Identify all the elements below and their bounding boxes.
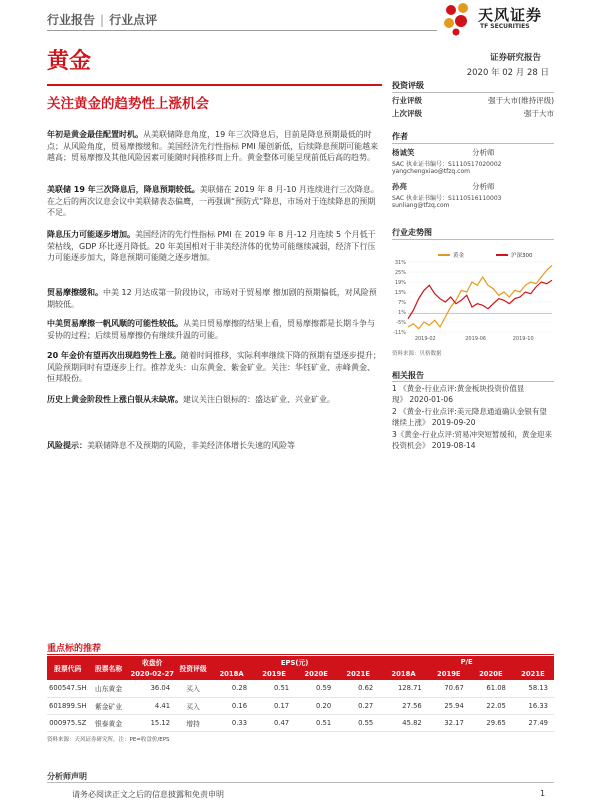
table-cell: 0.27 [337, 697, 379, 714]
table-cell: 0.20 [295, 697, 337, 714]
y-tick-label: 25% [394, 270, 406, 276]
body-paragraph [47, 129, 382, 164]
author-email[interactable]: sunliang@tfzq.com [392, 202, 450, 209]
table-cell: 0.59 [295, 680, 337, 697]
table-cell: 70.67 [428, 680, 470, 697]
y-tick-label: 31% [394, 260, 406, 266]
industry-rating-value: 强于大市(维持评级) [488, 96, 554, 105]
col-subheader: 2018A [210, 668, 253, 680]
paragraph-text: 美联储在 2019 年 8 月-10 月连续进行三次降息。在之后的两次议息会议中美联储表态偏鹰，一再强调“预防式”降息，市场对于连续降息的预期不足。 [47, 185, 379, 217]
paragraph-lead: 中美贸易摩擦一帆风顺的可能性较低。 [47, 319, 183, 328]
x-tick-label: 2019-02 [414, 336, 436, 342]
table-cell: 增持 [176, 714, 210, 731]
table-cell: 15.12 [129, 714, 176, 731]
col-subheader: 2020-02-27 [130, 670, 175, 678]
author-cert: SAC 执业证书编号：S1110517020002 [392, 161, 502, 168]
col-subheader: 2021E [512, 668, 554, 680]
table-source: 资料来源：天风证券研究所，注：PE=收盘价/EPS [47, 737, 170, 743]
title-rule [47, 84, 382, 86]
trend-heading: 行业走势图 [392, 228, 432, 237]
body-paragraph [47, 287, 382, 310]
table-cell: 紫金矿业 [89, 697, 129, 714]
body-paragraph [47, 318, 382, 341]
subcategory-label: 行业点评 [109, 13, 158, 27]
col-header: EPS(元) [210, 656, 379, 668]
table-cell: 601899.SH [47, 697, 89, 714]
table-cell: 27.56 [379, 697, 428, 714]
table-cell: 0.17 [253, 697, 295, 714]
col-header: 投资评级 [176, 656, 210, 680]
page-title: 黄金 [47, 49, 92, 74]
report-subtitle: 关注黄金的趋势性上涨机会 [47, 96, 209, 112]
body-paragraph [47, 229, 382, 264]
table-cell: 36.04 [129, 680, 176, 697]
logo-english: TF SECURITIES [480, 23, 530, 30]
col-subheader: 2018A [379, 668, 428, 680]
paragraph-text: 建议关注白银标的：盛达矿业、兴业矿业。 [183, 395, 335, 404]
prev-rating-label: 上次评级 [392, 109, 422, 118]
table-cell: 买入 [176, 697, 210, 714]
col-header: 股票代码 [47, 656, 89, 680]
author-role: 分析师 [472, 148, 495, 157]
report-category: 行业报告 | 行业点评 [47, 13, 158, 27]
related-report-date: 2020-01-06 [409, 395, 453, 404]
paragraph-lead: 美联储 19 年三次降息后，降息预期较低。 [47, 185, 200, 194]
table-cell: 58.13 [512, 680, 554, 697]
chart-source: 资料来源：贝格数据 [392, 351, 442, 357]
risk-warning [47, 440, 382, 452]
y-tick-label: 13% [394, 290, 406, 296]
table-cell: 128.71 [379, 680, 428, 697]
paragraph-text: 美联储降息不及预期的风险，非美经济体增长失速的风险等 [87, 441, 295, 450]
related-report-date: 2019-09-20 [431, 418, 476, 427]
related-report-link[interactable] [392, 383, 554, 405]
header-divider [47, 30, 437, 31]
table-row [47, 714, 554, 731]
col-subheader: 2020E [295, 668, 337, 680]
related-report-date: 2019-08-14 [431, 441, 476, 450]
paragraph-text: 中美 12 月达成第一阶段协议，市场对于贸易摩 擦加剧的预期偏低，对风险预期较低。 [47, 288, 377, 309]
y-tick-label: 19% [394, 280, 406, 286]
table-cell: 29.65 [470, 714, 512, 731]
disclaimer-title: 分析师声明 [47, 772, 87, 781]
paragraph-lead: 贸易摩擦缓和。 [47, 288, 103, 297]
table-cell: 16.33 [512, 697, 554, 714]
table-cell: 0.28 [210, 680, 253, 697]
table-cell: 山东黄金 [89, 680, 129, 697]
paragraph-lead: 降息压力可能逐步增加。 [47, 230, 135, 239]
x-tick-label: 2019-06 [465, 336, 487, 342]
report-type: 证券研究报告 [490, 53, 542, 63]
col-header: 收盘价 [129, 656, 176, 668]
col-subheader: 2020E [470, 668, 512, 680]
paragraph-lead: 20 年金价有望再次出现趋势性上涨。 [47, 351, 181, 360]
legend-label: 黄金 [453, 253, 465, 259]
author-name: 孙亮 [392, 182, 407, 191]
paragraph-text: 从美日贸易摩擦的结果上看，贸易摩擦都是长期斗争与妥协的过程；后续贸易摩擦仍有继续升温的可能。 [47, 319, 375, 340]
table-cell: 买入 [176, 680, 210, 697]
table-cell: 0.55 [337, 714, 379, 731]
page-number: 1 [540, 789, 546, 798]
paragraph-text: 美国经济的先行性指标 PMI 在 2019 年 8 月-12 月连续 5 个月低于荣枯线，GDP 环比逐月降低。20 年美国相对于非美经济体的优势可能继续减弱，经济下行压力可能逐步加大，降息预期可能随之逐步增加。 [47, 230, 376, 262]
table-rule [47, 654, 554, 655]
table-cell: 27.49 [512, 714, 554, 731]
table-cell: 0.62 [337, 680, 379, 697]
table-cell: 0.51 [253, 680, 295, 697]
author-role: 分析师 [472, 182, 495, 191]
related-report-title[interactable]: 2 《黄金-行业点评:美元降息通道确认金银有望继续上涨》 [392, 407, 547, 427]
table-cell: 银泰黄金 [89, 714, 129, 731]
related-report-title[interactable]: 3《黄金-行业点评:贸易冲突短暂缓和，黄金迎来投资机会》 [392, 430, 553, 450]
category-label: 行业报告 [47, 13, 96, 27]
rating-divider [392, 92, 554, 93]
table-title: 重点标的推荐 [47, 644, 102, 654]
table-cell: 22.05 [470, 697, 512, 714]
footer-note: 请务必阅读正文之后的信息披露和免责申明 [72, 790, 224, 799]
x-tick-label: 2019-10 [512, 336, 534, 342]
table-cell: 0.33 [210, 714, 253, 731]
paragraph-lead: 年初是黄金最佳配置时机。 [47, 130, 143, 139]
series-line [408, 265, 552, 328]
col-header: 股票名称 [89, 656, 129, 680]
prev-rating-value: 强于大市 [524, 109, 554, 118]
table-cell: 0.47 [253, 714, 295, 731]
table-cell: 32.17 [428, 714, 470, 731]
paragraph-text: 随着时间推移，实际利率继续下降的预期有望逐步提升；风险预期同时有望逐步上行。推荐龙头：山东黄金、紫金矿业。关注：华钰矿业、赤峰黄金、恒邦股份。 [47, 351, 381, 383]
table-cell: 600547.SH [47, 680, 89, 697]
col-subheader: 2021E [337, 668, 379, 680]
y-tick-label: -5% [396, 320, 406, 326]
col-header: P/E [379, 656, 554, 668]
paragraph-lead: 风险提示： [47, 441, 87, 450]
series-line [408, 280, 552, 318]
related-report-link[interactable] [392, 406, 554, 428]
table-cell: 000975.SZ [47, 714, 89, 731]
table-row [47, 680, 554, 697]
authors-heading: 作者 [392, 132, 408, 141]
body-paragraph [47, 394, 382, 406]
table-cell: 61.08 [470, 680, 512, 697]
y-tick-label: 7% [398, 300, 406, 306]
table-cell: 0.51 [295, 714, 337, 731]
y-tick-label: -11% [393, 330, 406, 336]
industry-rating-label: 行业评级 [392, 96, 422, 105]
table-cell: 45.82 [379, 714, 428, 731]
author-name: 杨诚笑 [392, 148, 415, 157]
footer-divider [47, 782, 554, 783]
trend-divider [392, 239, 554, 240]
related-report-title[interactable]: 1 《黄金-行业点评:黄金板块投资价值显现》 [392, 384, 525, 404]
industry-trend-chart [390, 253, 554, 348]
author-email[interactable]: yangchengxiao@tfzq.com [392, 168, 470, 175]
paragraph-text: 从美联储降息角度，19 年三次降息后，目前是降息预期最低的时点；从风险角度，贸易摩擦缓和。美国经济先行性指标 PMI 屡创新低，后续降息预期可能越来越高；贸易摩擦及其他风险因素可能随时间推移而上升。黄金整体可能呈现前低后高的趋势。 [47, 130, 379, 162]
body-paragraph [47, 184, 382, 219]
table-header-row [47, 656, 554, 668]
related-report-link[interactable] [392, 429, 554, 451]
table-cell: 4.41 [129, 697, 176, 714]
table-cell: 25.94 [428, 697, 470, 714]
col-subheader: 2019E [428, 668, 470, 680]
table-cell: 0.16 [210, 697, 253, 714]
related-heading: 相关报告 [392, 371, 424, 380]
related-divider [392, 381, 554, 382]
paragraph-lead: 历史上黄金阶段性上涨白银从未缺席。 [47, 395, 183, 404]
col-subheader: 2019E [253, 668, 295, 680]
authors-divider [392, 143, 554, 144]
legend-label: 沪深300 [511, 253, 533, 259]
y-tick-label: 1% [398, 310, 406, 316]
report-date: 2020 年 02 月 28 日 [466, 68, 549, 78]
tf-logo-icon [442, 2, 476, 36]
table-row [47, 697, 554, 714]
logo-name: 天风证券 [478, 6, 543, 24]
body-paragraph [47, 350, 382, 385]
recommended-stocks-table [47, 656, 554, 732]
rating-heading: 投资评级 [392, 81, 424, 90]
author-cert: SAC 执业证书编号：S1110516110003 [392, 195, 502, 202]
